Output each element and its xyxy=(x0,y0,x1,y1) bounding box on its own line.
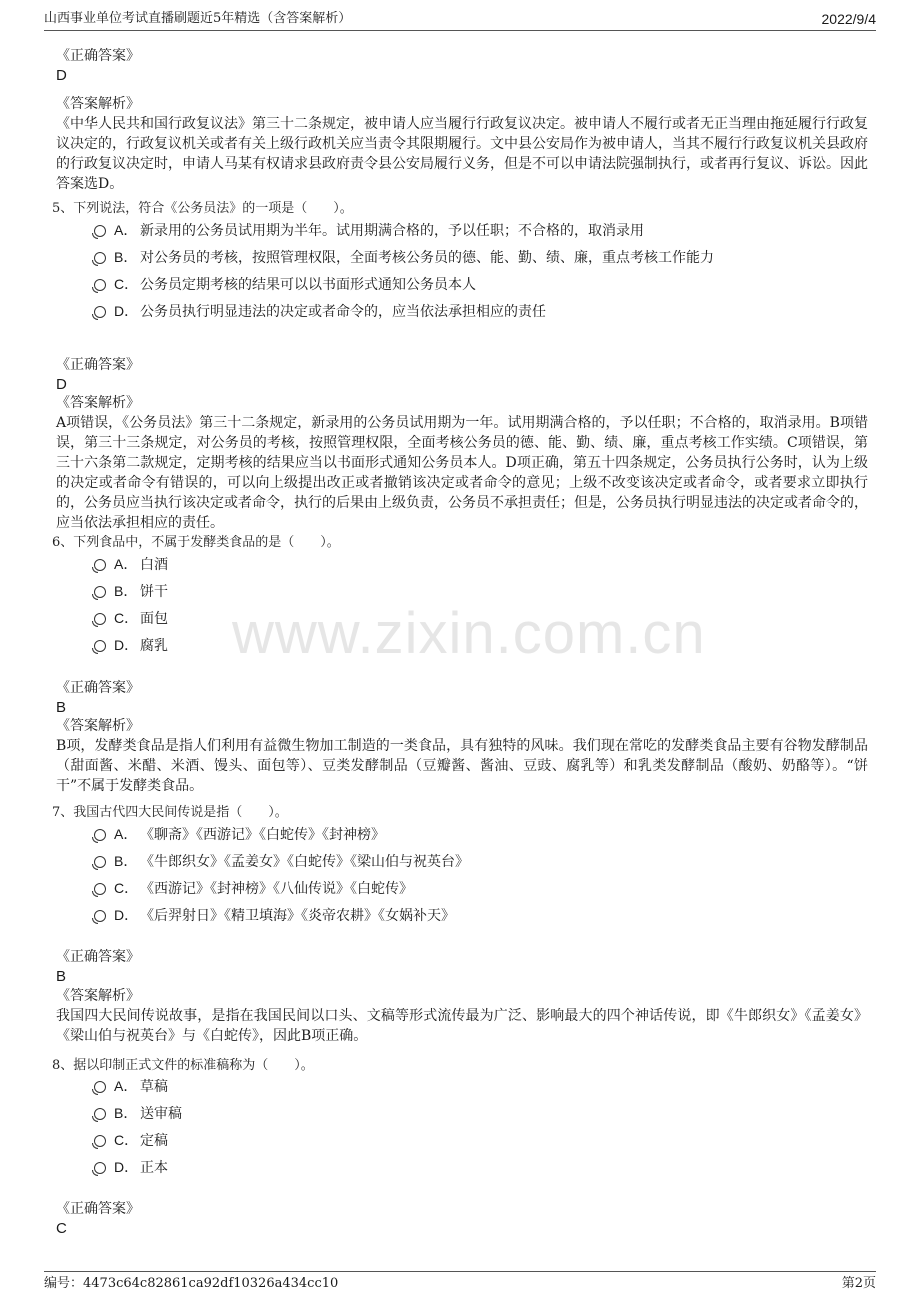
question-5-title: 5、下列说法，符合《公务员法》的一项是（ ）。 xyxy=(52,201,353,216)
document-serial: 编号：4473c64c82861ca92df10326a434cc10 xyxy=(44,1276,339,1291)
question-6-option-d[interactable]: D． 腐乳 xyxy=(94,635,168,657)
question-6-title: 6、下列食品中，不属于发酵类食品的是（ ）。 xyxy=(52,535,340,550)
q6-analysis xyxy=(56,716,868,796)
analysis-text: A项错误，《公务员法》第三十二条规定，新录用的公务员试用期为一年。试用期满合格的，予以任职；不合格的，取消录用。B项错误，第三十三条规定，对公务员的考核，按照管理权限，全面考核公务员的德、能、勤、绩、廉，重点考核工作实绩。C项错误，第三十六条第二款规定，定期考核的结果应当以书面形式通知公务员本人。D项正确，第五十四条规定，公务员执行公务时，认为上级的决定或者命令有错误的，可以向上级提出改正或者撤销该决定或者命令的意见；上级不改变该决定或者命令，或者要求立即执行的，公务员应当执行该决定或者命令，执行的后果由上级负责，公务员不承担责任；但是，公务员执行明显违法的决定或者命令的，应当依法承担相应的责任。 xyxy=(56,415,868,531)
document-title: 山西事业单位考试直播刷题近5年精选（含答案解析） xyxy=(44,11,352,26)
radio-icon xyxy=(94,559,106,571)
question-5-option-b[interactable]: B． 对公务员的考核，按照管理权限，全面考核公务员的德、能、勤、绩、廉，重点考核工作能力 xyxy=(94,247,714,269)
analysis-label: 《答案解析》 xyxy=(56,988,140,1004)
question-7-option-a[interactable]: A． 《聊斋》《西游记》《白蛇传》《封神榜》 xyxy=(94,824,385,846)
question-8-option-d[interactable]: D． 正本 xyxy=(94,1157,168,1179)
question-7-title: 7、我国古代四大民间传说是指（ ）。 xyxy=(52,805,288,820)
question-6-option-c[interactable]: C． 面包 xyxy=(94,608,168,630)
question-6-option-b[interactable]: B． 饼干 xyxy=(94,581,168,603)
document-date: 2022/9/4 xyxy=(821,11,876,27)
analysis-label: 《答案解析》 xyxy=(56,718,140,734)
question-7-option-c[interactable]: C． 《西游记》《封神榜》《八仙传说》《白蛇传》 xyxy=(94,878,413,900)
q6-answer xyxy=(56,678,868,718)
question-7-option-b[interactable]: B． 《牛郎织女》《孟姜女》《白蛇传》《梁山伯与祝英台》 xyxy=(94,851,469,873)
radio-icon xyxy=(94,613,106,625)
correct-answer-value: D xyxy=(56,67,67,84)
correct-answer-value: B xyxy=(56,699,67,716)
q7-analysis xyxy=(56,986,868,1046)
radio-icon xyxy=(94,279,106,291)
page-number: 第2页 xyxy=(841,1276,876,1291)
radio-icon xyxy=(94,910,106,922)
question-5-option-d[interactable]: D． 公务员执行明显违法的决定或者命令的，应当依法承担相应的责任 xyxy=(94,301,546,323)
analysis-label: 《答案解析》 xyxy=(56,96,140,112)
analysis-text: 我国四大民间传说故事，是指在我国民间以口头、文稿等形式流传最为广泛、影响最大的四个神话传说，即《牛郎织女》《孟姜女》《梁山伯与祝英台》与《白蛇传》，因此B项正确。 xyxy=(56,1008,868,1044)
q5-answer xyxy=(56,355,868,395)
radio-icon xyxy=(94,225,106,237)
radio-icon xyxy=(94,586,106,598)
q4-analysis xyxy=(56,94,868,194)
correct-answer-value: B xyxy=(56,968,67,985)
correct-answer-value: C xyxy=(56,1220,67,1237)
analysis-label: 《答案解析》 xyxy=(56,395,140,411)
question-8-option-b[interactable]: B． 送审稿 xyxy=(94,1103,182,1125)
correct-answer-label: 《正确答案》 xyxy=(56,680,140,696)
radio-icon xyxy=(94,1162,106,1174)
q8-answer xyxy=(56,1199,868,1239)
correct-answer-label: 《正确答案》 xyxy=(56,1201,140,1217)
correct-answer-label: 《正确答案》 xyxy=(56,48,140,64)
page-footer xyxy=(44,1271,876,1294)
radio-icon xyxy=(94,1108,106,1120)
question-7-option-d[interactable]: D． 《后羿射日》《精卫填海》《炎帝农耕》《女娲补天》 xyxy=(94,905,455,927)
radio-icon xyxy=(94,856,106,868)
analysis-text: 《中华人民共和国行政复议法》第三十二条规定，被申请人应当履行行政复议决定。被申请人不履行或者无正当理由拖延履行行政复议决定的，行政复议机关或者有关上级行政机关应当责令其限期履行。文中县公安局作为被申请人，当其不履行行政复议机关县政府的行政复议决定时，申请人马某有权请求县政府责令县公安局履行义务，但是不可以申请法院强制执行，或者再行复议、诉讼。因此答案选D。 xyxy=(56,116,868,192)
radio-icon xyxy=(94,252,106,264)
question-8-option-c[interactable]: C． 定稿 xyxy=(94,1130,168,1152)
radio-icon xyxy=(94,1135,106,1147)
question-8-option-a[interactable]: A． 草稿 xyxy=(94,1076,168,1098)
q4-answer xyxy=(56,46,868,86)
page-header xyxy=(44,8,876,31)
watermark: www.zixin.com.cn xyxy=(232,601,706,666)
question-5-option-c[interactable]: C． 公务员定期考核的结果可以以书面形式通知公务员本人 xyxy=(94,274,476,296)
question-6-option-a[interactable]: A． 白酒 xyxy=(94,554,168,576)
question-5-option-a[interactable]: A． 新录用的公务员试用期为半年。试用期满合格的，予以任职；不合格的，取消录用 xyxy=(94,220,644,242)
correct-answer-label: 《正确答案》 xyxy=(56,949,140,965)
radio-icon xyxy=(94,883,106,895)
question-8-title: 8、据以印制正式文件的标准稿称为（ ）。 xyxy=(52,1058,314,1073)
correct-answer-label: 《正确答案》 xyxy=(56,357,140,373)
analysis-text: B项，发酵类食品是指人们利用有益微生物加工制造的一类食品，具有独特的风味。我们现在常吃的发酵类食品主要有谷物发酵制品（甜面酱、米醋、米酒、馒头、面包等）、豆类发酵制品（豆瓣酱、酱油、豆豉、腐乳等）和乳类发酵制品（酸奶、奶酪等）。“饼干”不属于发酵类食品。 xyxy=(56,738,868,794)
q5-analysis xyxy=(56,393,868,533)
correct-answer-value: D xyxy=(56,376,67,393)
radio-icon xyxy=(94,306,106,318)
q7-answer xyxy=(56,947,868,987)
radio-icon xyxy=(94,640,106,652)
radio-icon xyxy=(94,829,106,841)
radio-icon xyxy=(94,1081,106,1093)
